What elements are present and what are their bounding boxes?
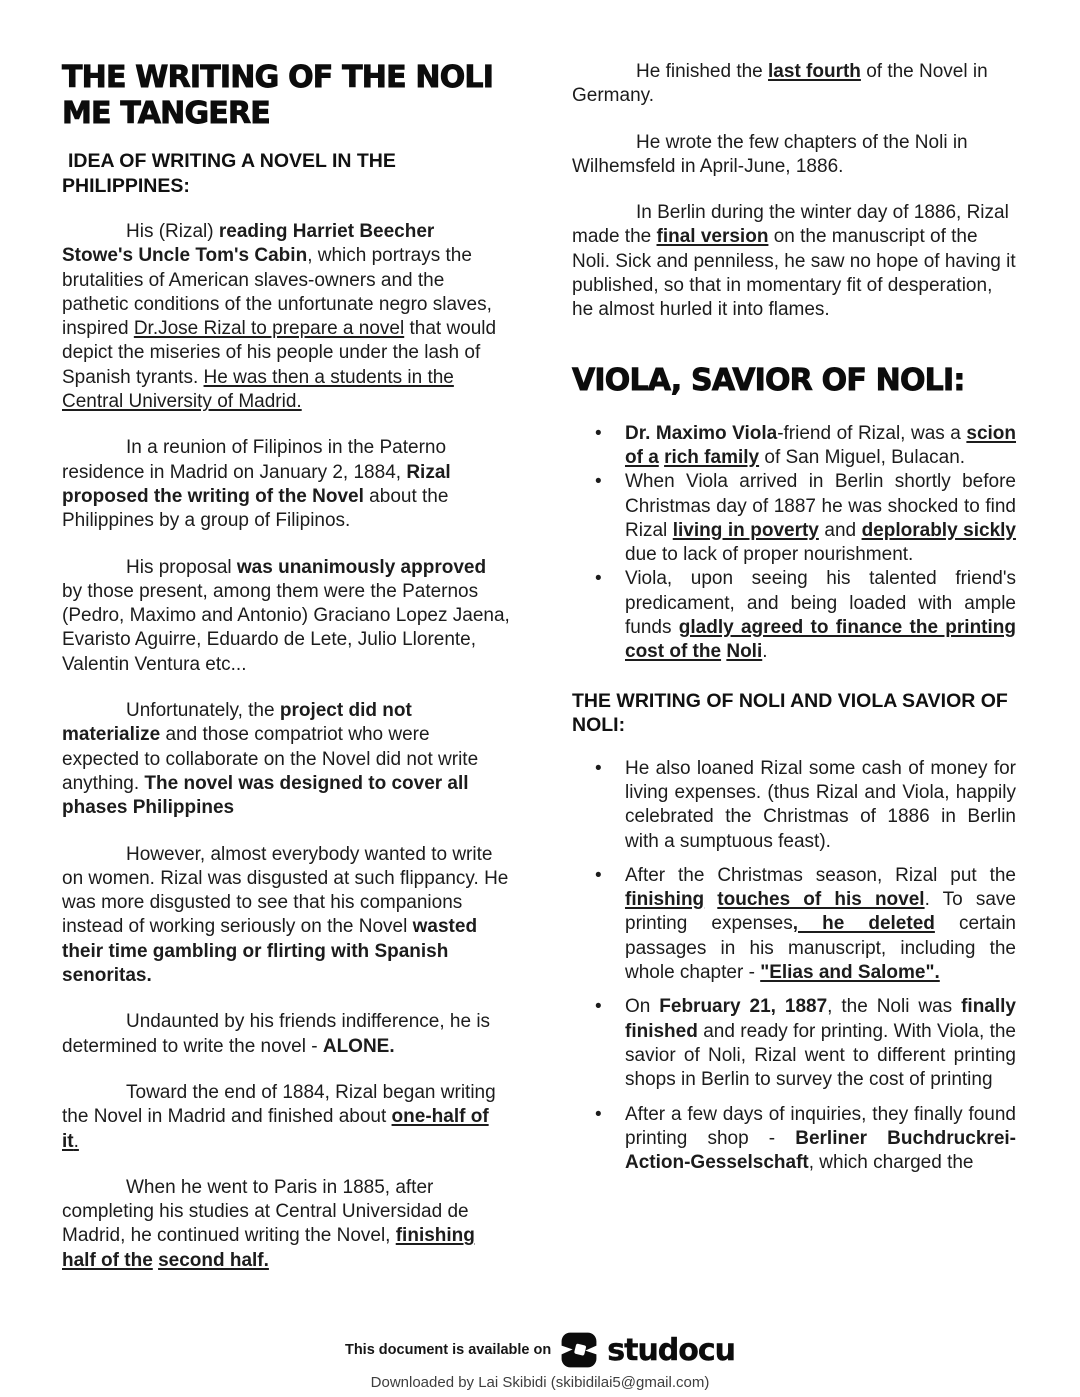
studocu-footer: [0, 1331, 1080, 1391]
idea-section-heading: IDEA OF WRITING A NOVEL IN THE PHILIPPINES:: [62, 150, 396, 197]
paragraph: In a reunion of Filipinos in the Paterno residence in Madrid on January 2, 1884, Rizal proposed the writing of the Novel about the Philippines by a group of Filipinos.: [62, 437, 451, 532]
studocu-wordmark: studocu: [607, 1332, 736, 1368]
paragraph: In Berlin during the winter day of 1886, Rizal made the final version on the manuscript of the Noli. Sick and penniless, he saw no hope of having it published, so that in momentary fit of desperation, he almost hurled it into flames.: [572, 202, 1016, 321]
paragraph: When he went to Paris in 1885, after completing his studies at Central Universidad de Madrid, he continued writing the Novel, finishing half of the second half.: [62, 1176, 475, 1271]
paragraph: Undaunted by his friends indifference, he is determined to write the novel - ALONE.: [62, 1011, 491, 1057]
two-column-layout: [62, 60, 1016, 1295]
document-title: THE WRITING OF THE NOLI ME TANGERE: [62, 60, 494, 131]
list-item: • When Viola arrived in Berlin shortly before Christmas day of 1887 he was shocked to find Rizal living in poverty and deplorably sickly due to lack of proper nourishment.: [572, 470, 1016, 567]
viola-bullet-list: [572, 422, 1016, 665]
list-item: • After the Christmas season, Rizal put the finishing touches of his novel. To save printing expenses, he deleted certain passages in his manuscript, including the whole chapter - "Elias and Salome".: [572, 864, 1016, 985]
writing-bullet-list: [572, 757, 1016, 1176]
viola-section-heading: VIOLA, SAVIOR OF NOLI:: [572, 362, 965, 398]
list-item: • After a few days of inquiries, they finally found printing shop - Berliner Buchdruckrei-Action-Gesselschaft, which charged the: [572, 1103, 1016, 1176]
paragraph: His (Rizal) reading Harriet Beecher Stowe's Uncle Tom's Cabin, which portrays the brutalities of American slaves-owners and the pathetic conditions of the unfortunate negro slaves, inspired Dr.Jose Rizal to prepare a novel that would depict the miseries of his people under the lash of Spanish tyrants. He was then a students in the Central University of Madrid.: [62, 221, 497, 413]
right-column: [572, 60, 1016, 1295]
paragraph: However, almost everybody wanted to write on women. Rizal was disgusted at such flippancy. He was more disgusted to see that his companions instead of working seriously on the Novel wasted their time gambling or flirting with Spanish senoritas.: [62, 843, 509, 987]
paragraph: Unfortunately, the project did not materialize and those compatriot who were expected to collaborate on the Novel did not write anything. The novel was designed to cover all phases Philippines: [62, 700, 479, 819]
left-column: [62, 60, 510, 1295]
writing-section-heading: THE WRITING OF NOLI AND VIOLA SAVIOR OF NOLI:: [572, 689, 1008, 737]
list-item: • Dr. Maximo Viola-friend of Rizal, was a scion of a rich family of San Miguel, Bulacan.: [572, 422, 1016, 471]
list-item: • Viola, upon seeing his talented friend's predicament, and being loaded with ample funds gladly agreed to finance the printing cost of the Noli.: [572, 567, 1016, 664]
paragraph: He finished the last fourth of the Novel in Germany.: [572, 61, 988, 107]
paragraph: Toward the end of 1884, Rizal began writing the Novel in Madrid and finished about one-half of it.: [62, 1081, 496, 1152]
available-on-text: This document is available on: [344, 1342, 552, 1358]
studocu-logo-icon: [560, 1331, 598, 1369]
list-item: • On February 21, 1887, the Noli was finally finished and ready for printing. With Viola, the savior of Noli, Rizal went to different printing shops in Berlin to survey the cost of printing: [572, 995, 1016, 1092]
footer-brand-row: [345, 1331, 735, 1369]
list-item: • He also loaned Rizal some cash of money for living expenses. (thus Rizal and Viola, happily celebrated the Christmas of 1886 in Berlin with a sumptuous feast).: [572, 757, 1016, 854]
paragraph: His proposal was unanimously approved by those present, among them were the Paternos (Pedro, Maximo and Antonio) Graciano Lopez Jaena, Evaristo Aguirre, Eduardo de Lete, Julio Llorente, Valentin Ventura etc...: [62, 556, 510, 675]
downloaded-by-text: Downloaded by Lai Skibidi (skibidilai5@gmail.com): [370, 1374, 710, 1391]
paragraph: He wrote the few chapters of the Noli in Wilhemsfeld in April-June, 1886.: [572, 131, 968, 177]
